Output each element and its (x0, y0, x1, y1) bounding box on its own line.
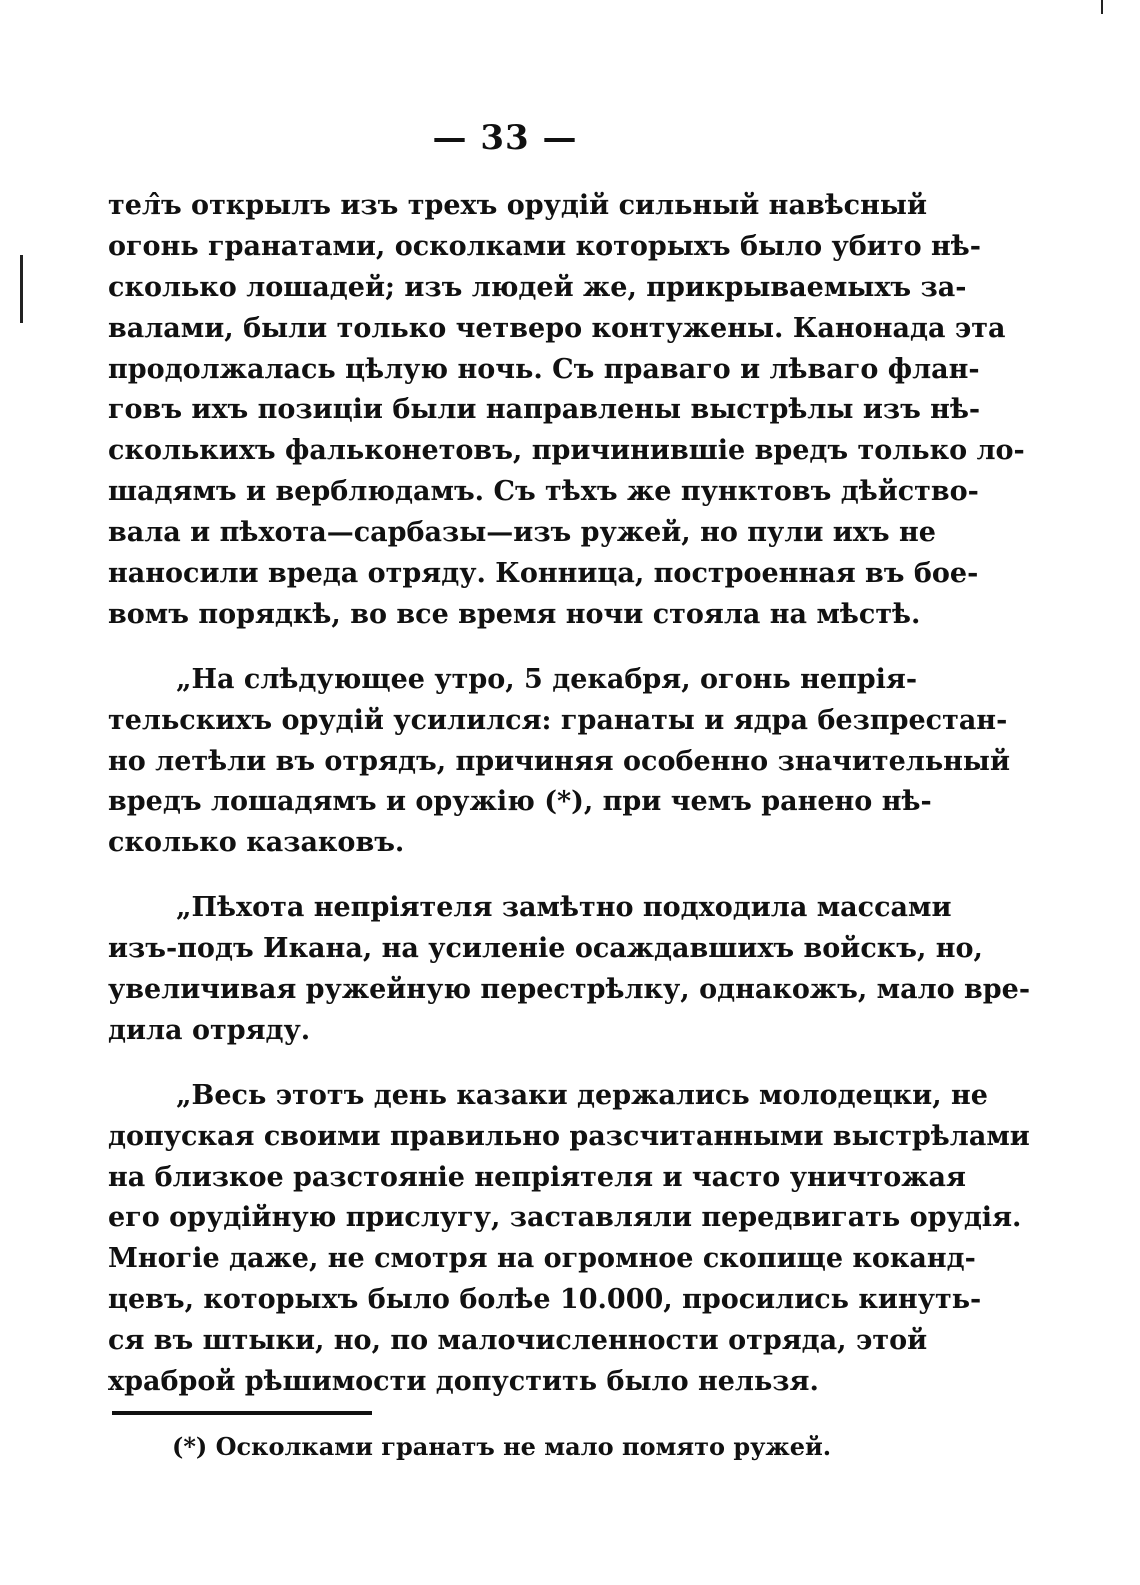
text-line: его орудійную прислугу, заставляли передвигать орудія. (108, 1202, 1022, 1234)
text-line: увеличивая ружейную перестрѣлку, однакожъ, мало вре- (108, 974, 1031, 1006)
text-line: ся въ штыки, но, по малочисленности отряда, этой (108, 1325, 928, 1357)
text-line: „Весь этотъ день казаки держались молодецки, не (176, 1079, 988, 1111)
footnote-divider (112, 1411, 372, 1415)
paragraph-gap (108, 864, 893, 888)
text-line: храброй рѣшимости допустить было нельзя. (108, 1366, 819, 1398)
text-line: „Пѣхота непріятеля замѣтно подходила массами (176, 892, 952, 924)
text-line: вала и пѣхота—сарбазы—изъ ружей, но пули ихъ не (108, 517, 936, 549)
paragraph-1 (108, 186, 1025, 636)
paragraph-3 (108, 888, 1031, 1052)
text-line: валами, были только четверо контужены. Канонада эта (108, 312, 1006, 344)
text-line: допуская своими правильно разсчитанными выстрѣлами (108, 1120, 1030, 1152)
text-line: сколькихъ фальконетовъ, причинившіе вредъ только ло- (108, 435, 1025, 467)
text-line: продолжалась цѣлую ночь. Съ праваго и лѣваго флан- (108, 353, 980, 385)
text-line: вредъ лошадямъ и оружію (*), при чемъ ранено нѣ- (108, 786, 932, 818)
text-line: сколько казаковъ. (108, 827, 405, 859)
text-line: вомъ порядкѣ, во все время ночи стояла на мѣстѣ. (108, 598, 921, 630)
text-line: сколько лошадей; изъ людей же, прикрываемыхъ за- (108, 271, 967, 303)
text-line: наносили вреда отряду. Конница, построенная въ бое- (108, 558, 979, 590)
scan-corner-mark (1101, 0, 1103, 14)
text-line: „На слѣдующее утро, 5 декабря, огонь непрія- (176, 663, 918, 695)
text-line: на близкое разстояніе непріятеля и часто уничтожая (108, 1161, 966, 1193)
paragraph-gap (108, 1052, 893, 1076)
text-line: тел̂ъ открылъ изъ трехъ орудій сильный навѣсный (108, 190, 927, 221)
text-line: цевъ, которыхъ было болѣе 10.000, просились кинуть- (108, 1284, 982, 1316)
text-line: дила отряду. (108, 1014, 311, 1046)
paragraph-gap (108, 636, 893, 660)
paragraph-2 (108, 660, 1010, 864)
text-line: огонь гранатами, осколками которыхъ было убито нѣ- (108, 230, 981, 262)
text-line: изъ-подъ Икана, на усиленіе осаждавшихъ войскъ, но, (108, 933, 983, 965)
text-line: Многіе даже, не смотря на огромное скопище коканд- (108, 1243, 976, 1275)
scan-edge-mark (20, 255, 23, 323)
footnote: (*) Осколками гранатъ не мало помято ружей. (172, 1432, 832, 1461)
text-line: говъ ихъ позиціи были направлены выстрѣлы изъ нѣ- (108, 394, 981, 426)
text-line: тельскихъ орудій усилился: гранаты и ядра безпрестан- (108, 704, 1008, 736)
text-line: но летѣли въ отрядъ, причиняя особенно значительный (108, 745, 1010, 777)
text-line: шадямъ и верблюдамъ. Съ тѣхъ же пунктовъ дѣйство- (108, 476, 979, 508)
body-text (108, 186, 1031, 1403)
page-number: — 33 — (432, 118, 578, 158)
paragraph-4 (108, 1076, 1030, 1403)
